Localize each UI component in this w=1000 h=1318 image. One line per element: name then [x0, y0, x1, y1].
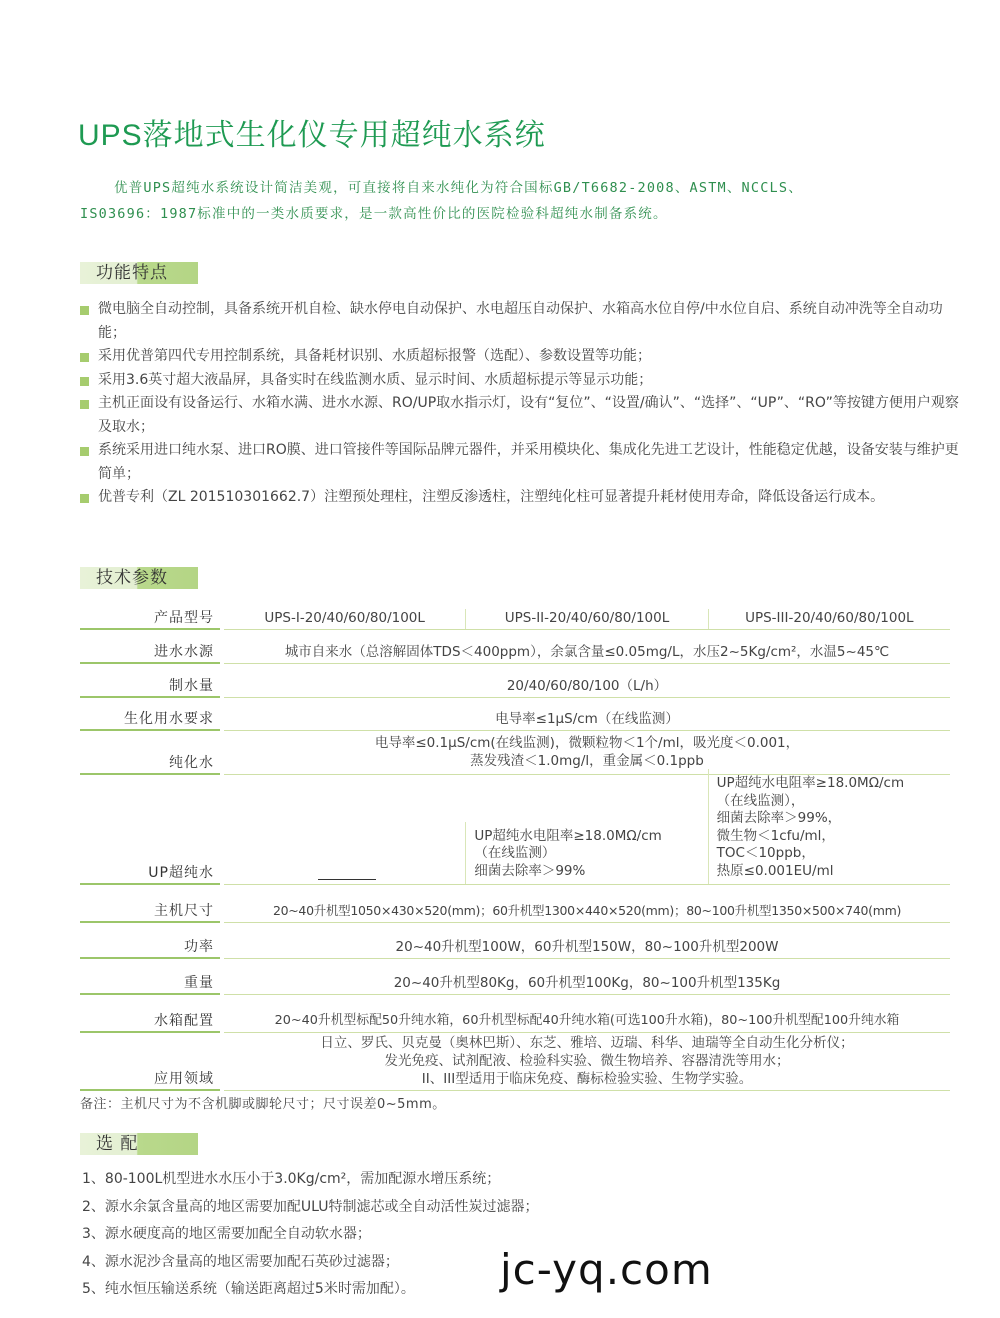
spec-label: 生化用水要求 [80, 698, 220, 731]
model-2: UPS-II-20/40/60/80/100L [465, 609, 707, 629]
page-title: UPS落地式生化仪专用超纯水系统 [78, 119, 546, 152]
intro-line-1: 优普UPS超纯水系统设计简洁美观，可直接将自来水纯化为符合国标GB/T6682-2008、ASTM、NCCLS、 [114, 180, 803, 196]
section-features-heading: 功能特点 [80, 262, 198, 284]
spec-label: 功率 [80, 923, 220, 959]
feature-item: 系统采用进口纯水泵、进口RO膜、进口管接件等国际品牌元器件，并采用模块化、集成化先进工艺设计，性能稳定优越，设备安装与维护更简单； [80, 439, 960, 486]
spec-label: 应用领域 [80, 1033, 220, 1091]
option-item: 1、80-100L机型进水水压小于3.0Kg/cm²，需加配源水增压系统； [82, 1171, 501, 1187]
square-bullet-icon [80, 306, 89, 315]
square-bullet-icon [80, 494, 89, 503]
spec-row-source [80, 630, 950, 664]
spec-value: 电导率≤1μS/cm（在线监测） [224, 698, 950, 731]
up-col-2: UP超纯水电阻率≥18.0MΩ/cm （在线监测） 细菌去除率＞99% [465, 822, 707, 885]
square-bullet-icon [80, 447, 89, 456]
spec-row-up [80, 775, 950, 885]
spec-row-biochem [80, 698, 950, 731]
spec-table [80, 600, 950, 1091]
spec-label: 制水量 [80, 664, 220, 698]
spec-row-size [80, 885, 950, 923]
spec-note: 备注：主机尺寸为不含机脚或脚轮尺寸；尺寸误差0~5mm。 [80, 1097, 446, 1112]
intro-paragraph [80, 175, 960, 227]
spec-row-output [80, 664, 950, 698]
spec-label: 重量 [80, 959, 220, 995]
spec-value: 20~40升机型1050×430×520(mm)；60升机型1300×440×520(mm)；80~100升机型1350×500×740(mm) [224, 885, 950, 923]
spec-row-weight [80, 959, 950, 995]
watermark: jc-yq.com [500, 1245, 713, 1294]
spec-value: 20/40/60/80/100（L/h） [224, 664, 950, 698]
spec-label: 进水水源 [80, 630, 220, 664]
up-col-3: UP超纯水电阻率≥18.0MΩ/cm （在线监测）， 细菌去除率＞99%， 微生物＜1cfu/ml， TOC＜10ppb， 热原≤0.001EU/ml [708, 769, 950, 884]
spec-row-application: 应用领域 日立、罗氏、贝克曼（奥林巴斯）、东芝、雅培、迈瑞、科华、迪瑞等全自动生化分析仪； 发光免疫、试剂配液、检验科实验、微生物培养、容器清洗等用水； II、III型适用于临床免疫、酶标检验实验、生物学实验。 [80, 1033, 950, 1091]
dash-line [318, 879, 376, 880]
spec-label: 主机尺寸 [80, 885, 220, 923]
spec-row-tank [80, 995, 950, 1033]
spec-value: 20~40升机型标配50升纯水箱，60升机型标配40升纯水箱(可选100升水箱)，80~100升机型配100升纯水箱 [224, 995, 950, 1033]
spec-label: UP超纯水 [80, 775, 220, 885]
spec-value: 城市自来水（总溶解固体TDS＜400ppm），余氯含量≤0.05mg/L，水压2~5Kg/cm²，水温5~45℃ [224, 630, 950, 664]
spec-label: 水箱配置 [80, 995, 220, 1033]
option-item: 3、源水硬度高的地区需要加配全自动软水器； [82, 1226, 371, 1242]
model-1: UPS-I-20/40/60/80/100L [264, 610, 425, 626]
spec-row-power [80, 923, 950, 959]
square-bullet-icon [80, 353, 89, 362]
spec-row-model [80, 600, 950, 630]
model-3: UPS-III-20/40/60/80/100L [708, 609, 950, 629]
option-item: 4、源水泥沙含量高的地区需要加配石英砂过滤器； [82, 1253, 399, 1270]
feature-item: 优普专利（ZL 201510301662.7）注塑预处理柱，注塑反渗透柱，注塑纯化柱可显著提升耗材使用寿命，降低设备运行成本。 [80, 486, 960, 510]
section-options-heading: 选 配 [80, 1133, 198, 1155]
section-specs-heading: 技术参数 [80, 567, 198, 589]
spec-label: 产品型号 [80, 600, 220, 630]
feature-item: 采用3.6英寸超大液晶屏，具备实时在线监测水质、显示时间、水质超标提示等显示功能； [80, 369, 960, 393]
square-bullet-icon [80, 400, 89, 409]
features-list [80, 298, 960, 510]
spec-value-line: 蒸发残渣＜1.0mg/l，重金属＜0.1ppb [470, 752, 704, 769]
up-col-1 [224, 873, 465, 884]
intro-line-2: IS03696：1987标准中的一类水质要求，是一款高性价比的医院检验科超纯水制备系统。 [80, 206, 668, 222]
feature-item: 主机正面设有设备运行、水箱水满、进水水源、RO/UP取水指示灯，设有“复位”、“设置/确认”、“选择”、“UP”、“RO”等按键方便用户观察及取水； [80, 392, 960, 439]
spec-value: 20~40升机型100W，60升机型150W，80~100升机型200W [224, 923, 950, 959]
feature-item: 微电脑全自动控制，具备系统开机自检、缺水停电自动保护、水电超压自动保护、水箱高水位自停/中水位自启、系统自动冲洗等全自动功能； [80, 298, 960, 345]
spec-label: 纯化水 [80, 731, 220, 775]
spec-value: 20~40升机型80Kg，60升机型100Kg，80~100升机型135Kg [224, 959, 950, 995]
spec-value-line: 电导率≤0.1μS/cm(在线监测)，微颗粒物＜1个/ml，吸光度＜0.001， [374, 734, 800, 751]
options-list [82, 1166, 539, 1304]
feature-item: 采用优普第四代专用控制系统，具备耗材识别、水质超标报警（选配）、参数设置等功能； [80, 345, 960, 369]
option-item: 2、源水余氯含量高的地区需要加配ULU特制滤芯或全自动活性炭过滤器； [82, 1198, 539, 1215]
option-item: 5、纯水恒压输送系统（输送距离超过5米时需加配）。 [82, 1281, 415, 1297]
square-bullet-icon [80, 377, 89, 386]
